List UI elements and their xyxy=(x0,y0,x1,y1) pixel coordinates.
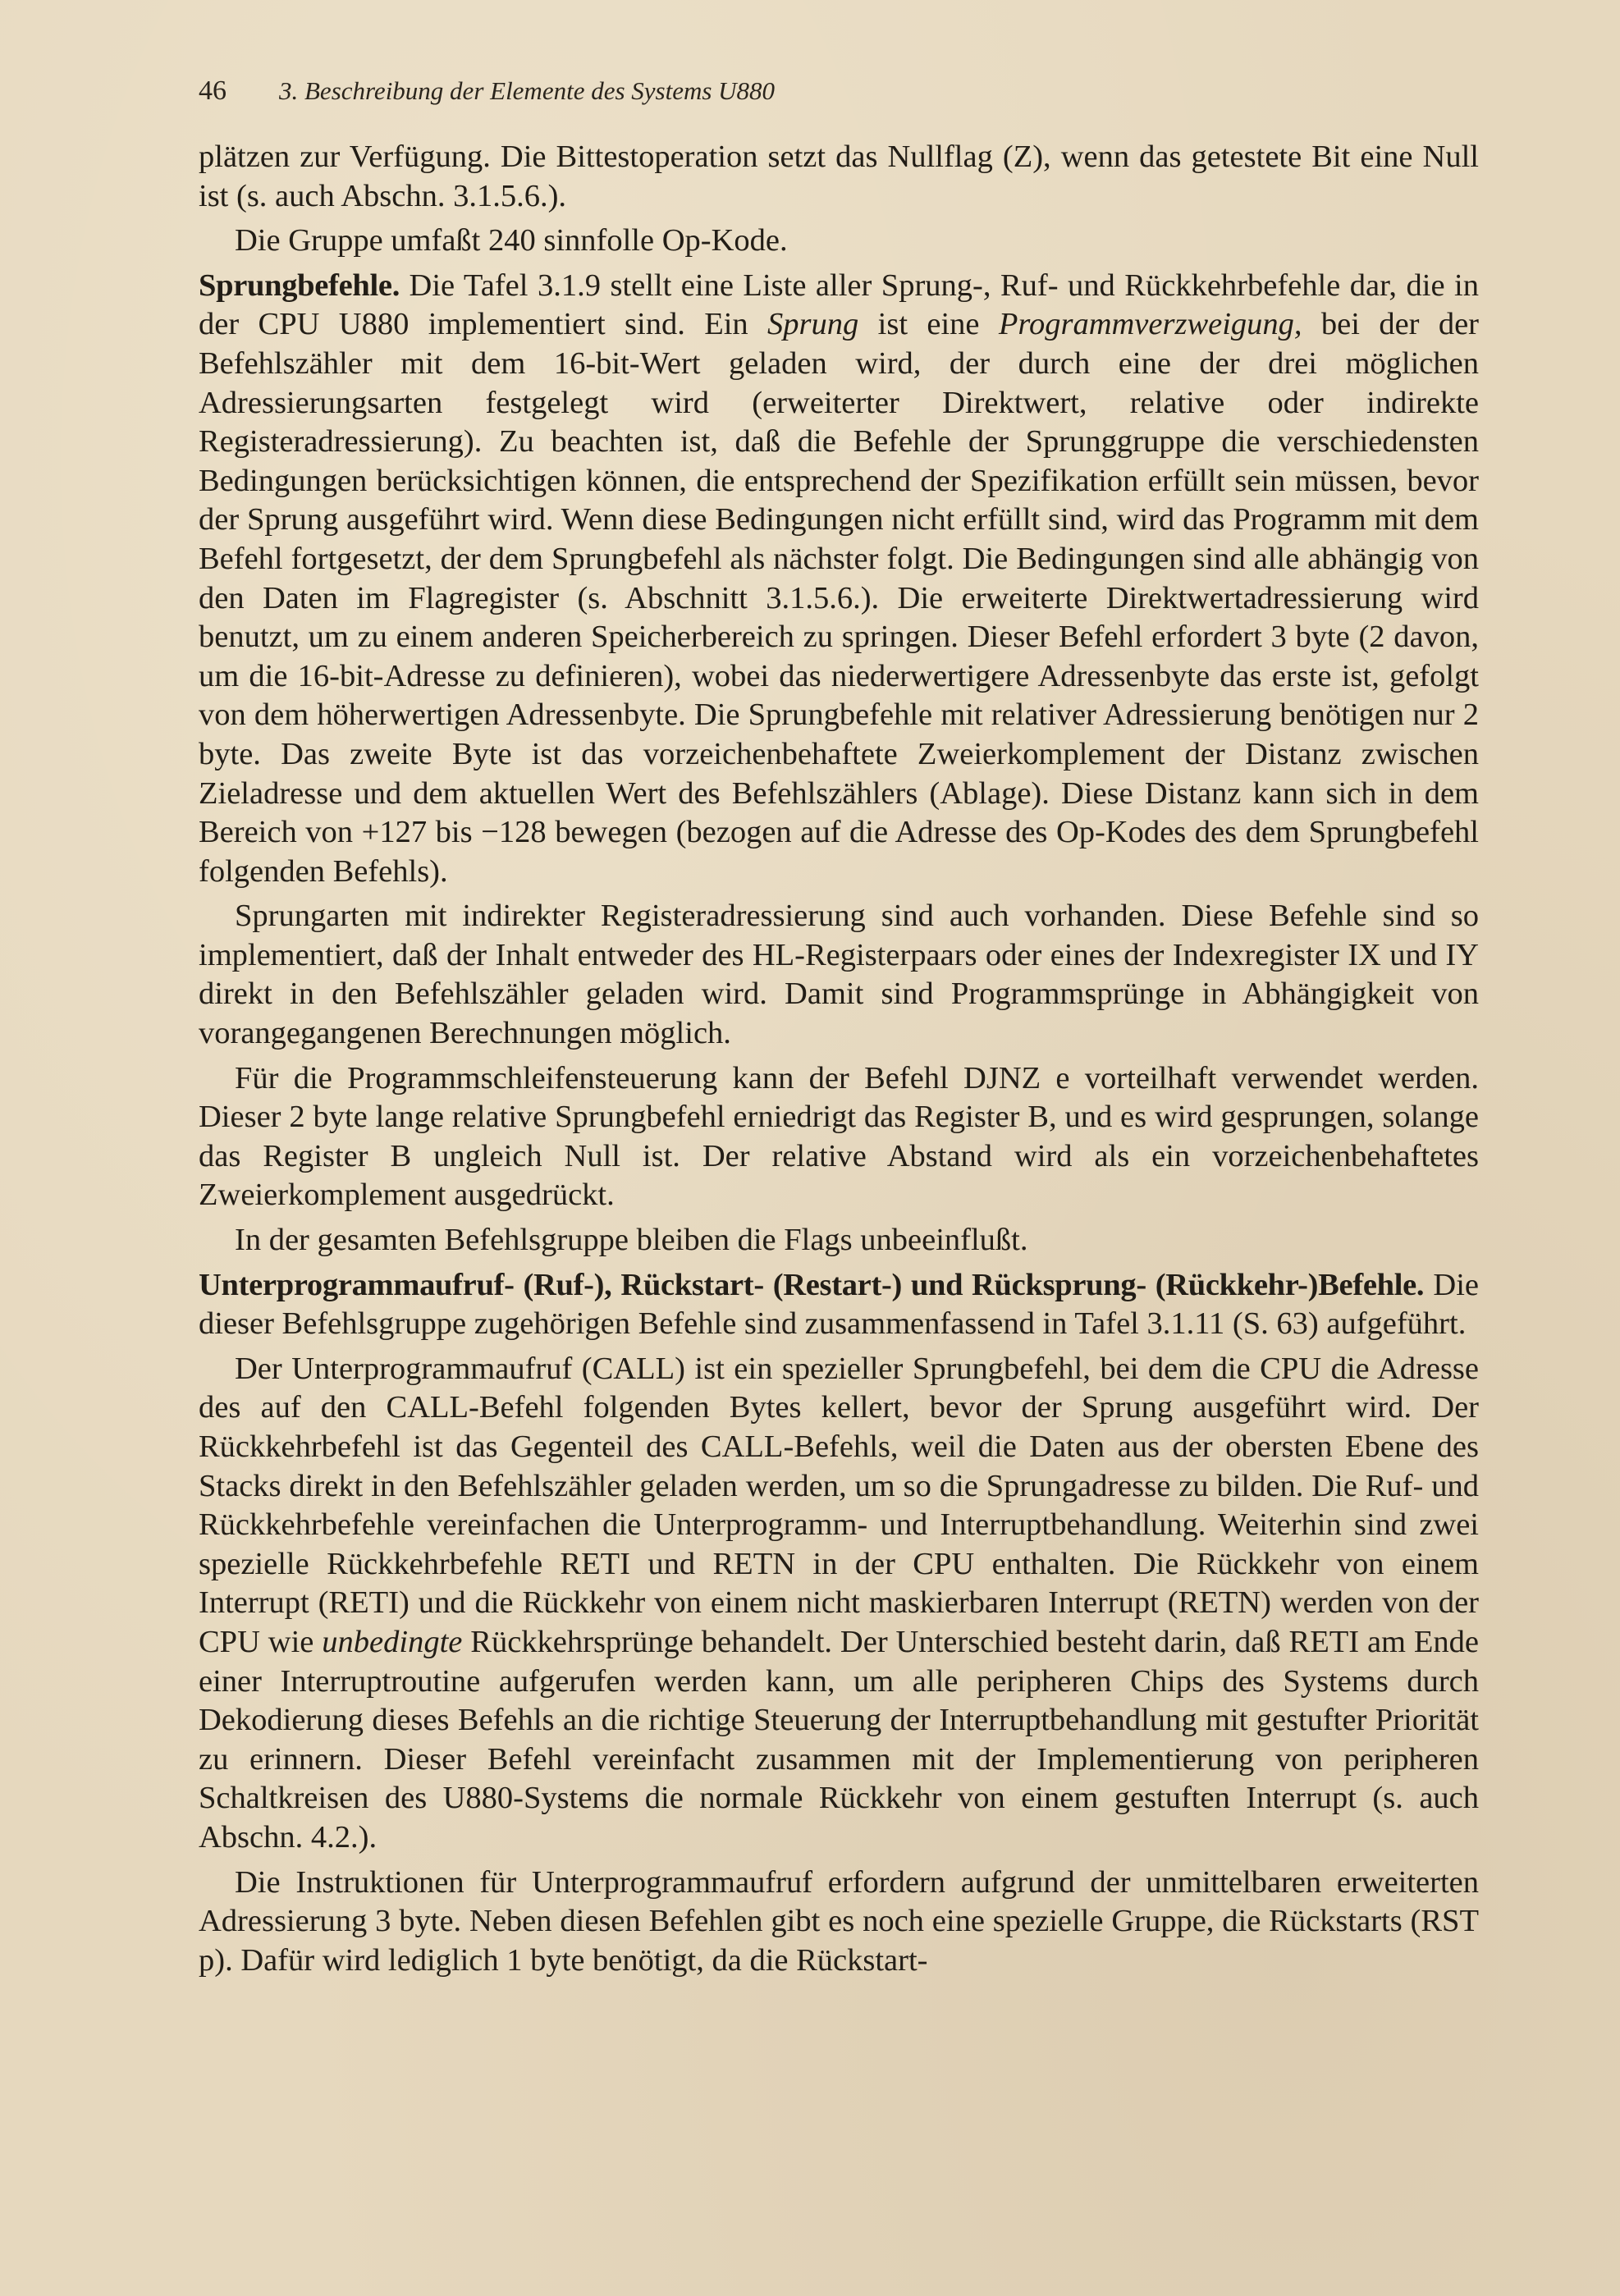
paragraph xyxy=(199,267,1479,892)
paragraph-text: Die Instruktionen für Unterprogrammaufruf erfordern aufgrund der unmittelbaren erweiterten Adressierung 3 byte. Neben diesen Befehlen gibt es noch eine spezielle Gruppe, die Rückstarts (RST p). Dafür wird lediglich 1 byte benötigt, da die Rückstart- xyxy=(199,1864,1479,1978)
section-run-in-heading: Sprungbefehle. xyxy=(199,268,400,303)
emphasized-term: Sprung xyxy=(767,307,859,342)
paragraph xyxy=(199,138,1479,216)
paragraph-text: Rückkehrsprünge behandelt. Der Unterschied besteht darin, daß RETI am Ende einer Interruptroutine aufgerufen werden kann, um alle peripheren Chips des Systems durch Dekodierung dieses Befehls an die richtige Steuerung der Interruptbehandlung mit gestufter Priorität zu erinnern. Dieser Befehl vereinfacht zusammen mit der Implementierung von peripheren Schaltkreisen des U880-Systems die normale Rückkehr von einem gestuften Interrupt (s. auch Abschn. 4.2.). xyxy=(199,1624,1480,1855)
paragraph-text: ist eine xyxy=(858,307,999,342)
body-text xyxy=(199,138,1479,1986)
paragraph xyxy=(199,1350,1479,1858)
paragraph-text: bei der der Befehlszähler mit dem 16-bit-Wert geladen wird, der durch eine der drei möglichen Adressierungsarten festgelegt wird (erweiterter Direktwert, relative oder indirekte Registeradressierung). Zu beachten ist, daß die Befehle der Sprunggruppe die verschiedensten Bedingungen berücksichtigen können, die entsprechend der Spezifikation erfüllt sein müssen, bevor der Sprung ausgeführt wird. Wenn diese Bedingungen nicht erfüllt sind, wird das Programm mit dem Befehl fortgesetzt, der dem Sprungbefehl als nächster folgt. Die Bedingungen sind alle abhängig von den Daten im Flagregister (s. Abschnitt 3.1.5.6.). Die erweiterte Direktwertadressierung wird benutzt, um zu einem anderen Speicherbereich zu springen. Dieser Befehl erfordert 3 byte (2 davon, um die 16-bit-Adresse zu definieren), wobei das niederwertigere Adressenbyte das erste ist, gefolgt von dem höherwertigen Adressenbyte. Die Sprungbefehle mit relativer Adressierung benötigen nur 2 byte. Das zweite Byte ist das vorzeichenbehaftete Zweierkomplement der Distanz zwischen Zieladresse und dem aktuellen Wert des Befehlszählers (Ablage). Diese Distanz kann sich in dem Bereich von +127 bis −128 bewegen (bezogen auf die Adresse des Op-Kodes des dem Sprungbefehl folgenden Befehls). xyxy=(199,307,1480,889)
paragraph-text: In der gesamten Befehlsgruppe bleiben die Flags unbeeinflußt. xyxy=(235,1223,1028,1258)
section-run-in-heading: Unterprogrammaufruf- (Ruf-), Rückstart- (Restart-) und Rücksprung- (Rückkehr-)Befehle. xyxy=(199,1267,1425,1302)
page-number: 46 xyxy=(199,75,227,106)
paragraph xyxy=(199,1059,1479,1215)
paragraph-text: Die Tafel 3.1.9 stellt eine Liste aller Sprung-, Ruf- und Rückkehrbefehle dar, die in der CPU U880 implementiert sind. Ein xyxy=(199,268,1479,342)
paragraph xyxy=(199,1221,1479,1260)
paragraph xyxy=(199,897,1479,1053)
paragraph xyxy=(199,1266,1479,1344)
page-header xyxy=(199,75,775,107)
paragraph xyxy=(199,1864,1479,1981)
paragraph-text: Für die Programmschleifensteuerung kann der Befehl DJNZ e vorteilhaft verwendet werden. Dieser 2 byte lange relative Sprungbefehl erniedrigt das Register B, und es wird gesprungen, solange das Register B ungleich Null ist. Der relative Abstand wird als ein vorzeichenbehaftetes Zweierkomplement ausgedrückt. xyxy=(199,1060,1479,1213)
paragraph-text: Der Unterprogrammaufruf (CALL) ist ein spezieller Sprungbefehl, bei dem die CPU die Adresse des auf den CALL-Befehl folgenden Bytes kellert, bevor der Sprung ausgeführt wird. Der Rückkehrbefehl ist das Gegenteil des CALL-Befehls, weil die Daten aus der obersten Ebene des Stacks direkt in den Befehlszähler geladen werden, um so die Sprungadresse zu bilden. Die Ruf- und Rückkehrbefehle vereinfachen die Unterprogramm- und Interruptbehandlung. Weiterhin sind zwei spezielle Rückkehrbefehle RETI und RETN in der CPU enthalten. Die Rückkehr von einem Interrupt (RETI) und die Rückkehr von einem nicht maskierbaren Interrupt (RETN) werden von der CPU wie xyxy=(199,1351,1479,1659)
emphasized-term: unbedingte xyxy=(322,1624,463,1659)
paragraph xyxy=(199,222,1479,261)
paragraph-text: plätzen zur Verfügung. Die Bittestoperation setzt das Nullflag (Z), wenn das getestete Bit eine Null ist (s. auch Abschn. 3.1.5.6.). xyxy=(199,139,1479,213)
paragraph-text: Die dieser Befehlsgruppe zugehörigen Befehle sind zusammenfassend in Tafel 3.1.11 (S. 63) aufgeführt. xyxy=(199,1267,1479,1342)
paragraph-text: Sprungarten mit indirekter Registeradressierung sind auch vorhanden. Diese Befehle sind so implementiert, daß der Inhalt entweder des HL-Registerpaars oder eines der Indexregister IX und IY direkt in den Befehlszähler geladen wird. Damit sind Programmsprünge in Abhängigkeit von vorangegangenen Berechnungen möglich. xyxy=(199,899,1479,1051)
emphasized-term: Programmverzweigung, xyxy=(998,307,1302,342)
paragraph-text: Die Gruppe umfaßt 240 sinnfolle Op-Kode. xyxy=(235,223,788,258)
running-head: 3. Beschreibung der Elemente des Systems U880 xyxy=(279,76,776,105)
